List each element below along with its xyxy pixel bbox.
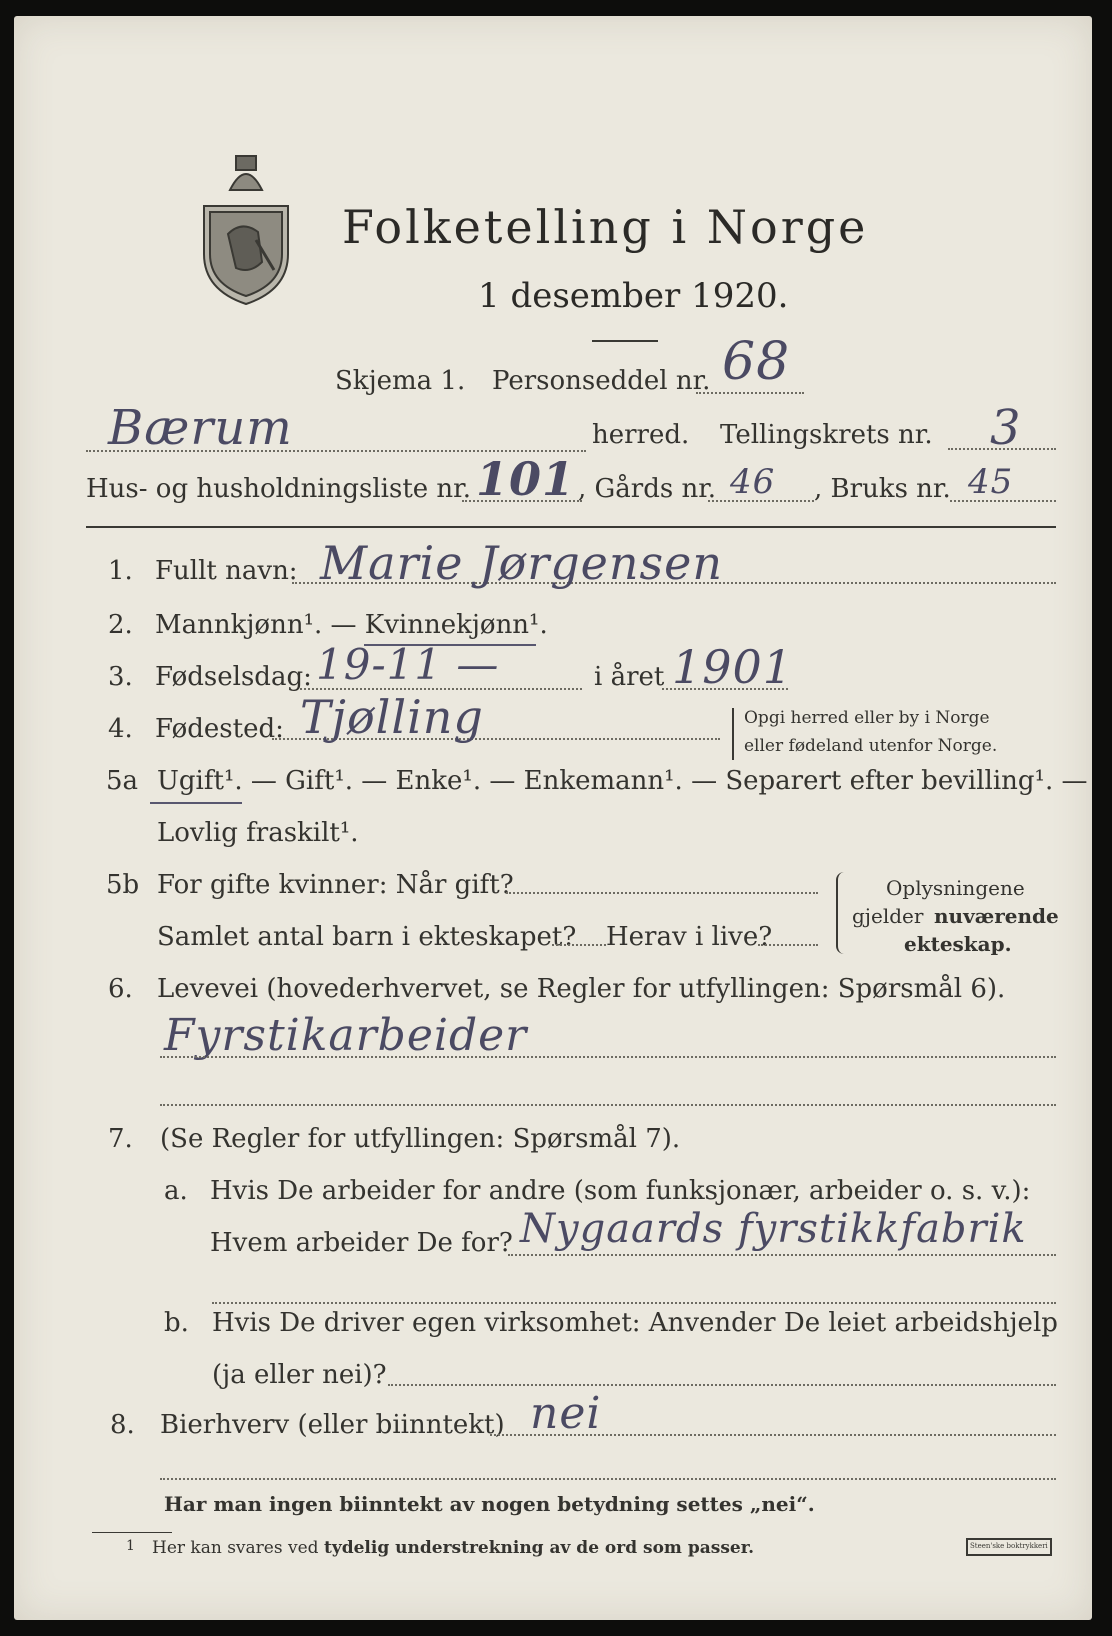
header-divider bbox=[86, 526, 1056, 528]
q6-label: Levevei (hovederhvervet, se Regler for utfyllingen: Spørsmål 6). bbox=[157, 974, 1006, 1004]
footnote-divider bbox=[92, 1532, 172, 1533]
q2-text: Mannkjønn¹. — Kvinnekjønn¹. bbox=[155, 610, 548, 640]
bruks-value[interactable]: 45 bbox=[968, 462, 1014, 502]
q5a-text-2: Lovlig fraskilt¹. bbox=[157, 818, 359, 848]
q3-value[interactable]: 19-11 — bbox=[316, 640, 500, 689]
q5a-text: Ugift¹. — Gift¹. — Enke¹. — Enkemann¹. — Separert efter bevilling¹. — bbox=[157, 766, 1088, 796]
q1-label: Fullt navn: bbox=[155, 556, 298, 586]
q6-value[interactable]: Fyrstikarbeider bbox=[164, 1010, 528, 1061]
q7-label: (Se Regler for utfyllingen: Spørsmål 7). bbox=[160, 1124, 681, 1154]
printer-stamp-text: Steen'ske boktrykkeri bbox=[970, 1542, 1048, 1550]
gards-value[interactable]: 46 bbox=[730, 462, 776, 502]
footnote-mark: 1 bbox=[126, 1538, 135, 1554]
q5b-note-line2a: gjelder bbox=[852, 904, 924, 928]
bruks-label: , Bruks nr. bbox=[814, 474, 951, 504]
q8-label: Bierhverv (eller biinntekt) bbox=[160, 1410, 505, 1440]
footnote-text-a: Her kan svares ved bbox=[152, 1538, 319, 1558]
q4-value[interactable]: Tjølling bbox=[300, 690, 484, 744]
coat-of-arms-icon bbox=[200, 150, 292, 310]
q5b-label-1: For gifte kvinner: Når gift? bbox=[157, 870, 514, 900]
printer-stamp bbox=[966, 1538, 1052, 1556]
personseddel-label: Personseddel nr. bbox=[492, 366, 711, 396]
q4-note-line2: eller fødeland utenfor Norge. bbox=[744, 736, 998, 756]
q5b-dotted-line-2 bbox=[552, 944, 606, 946]
q4-note-line1: Opgi herred eller by i Norge bbox=[744, 708, 990, 728]
hus-label: Hus- og husholdningsliste nr. bbox=[86, 474, 472, 504]
q1-number: 1. bbox=[108, 556, 133, 586]
q7-number: 7. bbox=[108, 1124, 133, 1154]
q7a-letter: a. bbox=[164, 1176, 188, 1206]
q5b-note-line1: Oplysningene bbox=[886, 876, 1025, 900]
title-divider bbox=[592, 340, 658, 342]
gards-label: , Gårds nr. bbox=[578, 474, 717, 504]
q3-year-value[interactable]: 1901 bbox=[672, 640, 794, 694]
q1-value[interactable]: Marie Jørgensen bbox=[320, 536, 723, 590]
hus-value[interactable]: 101 bbox=[476, 452, 576, 506]
q3-number: 3. bbox=[108, 662, 133, 692]
personseddel-dotted-line bbox=[696, 392, 804, 394]
tellingskrets-value[interactable]: 3 bbox=[990, 400, 1022, 456]
q6-number: 6. bbox=[108, 974, 133, 1004]
q5b-label-3: Herav i live? bbox=[606, 922, 773, 952]
census-date: 1 desember 1920. bbox=[478, 276, 789, 316]
q7b-letter: b. bbox=[164, 1308, 189, 1338]
herred-value[interactable]: Bærum bbox=[108, 400, 293, 456]
q7a-value[interactable]: Nygaards fyrstikkfabrik bbox=[520, 1206, 1027, 1252]
q5a-underline bbox=[150, 802, 242, 804]
q5b-note-line3: ekteskap. bbox=[904, 932, 1012, 956]
q6-dotted-line-1 bbox=[160, 1056, 1056, 1058]
q5b-note-line2b: nuværende bbox=[934, 904, 1059, 928]
q4-number: 4. bbox=[108, 714, 133, 744]
q4-label: Fødested: bbox=[155, 714, 284, 744]
q3-label: Fødselsdag: bbox=[155, 662, 312, 692]
footer-note: Har man ingen biinntekt av nogen betydning settes „nei“. bbox=[164, 1492, 815, 1516]
q5b-dotted-line-3 bbox=[758, 944, 818, 946]
q2-number: 2. bbox=[108, 610, 133, 640]
q7a-dotted-line-1 bbox=[508, 1254, 1056, 1256]
form-title: Folketelling i Norge bbox=[342, 200, 869, 254]
q7b-label-1: Hvis De driver egen virksomhet: Anvender De leiet arbeidshjelp bbox=[212, 1308, 1058, 1338]
q8-number: 8. bbox=[110, 1410, 135, 1440]
q5b-dotted-line-1 bbox=[506, 892, 818, 894]
q4-note-bracket bbox=[732, 708, 738, 760]
q6-dotted-line-2 bbox=[160, 1104, 1056, 1106]
herred-label: herred. bbox=[592, 420, 690, 450]
q8-value[interactable]: nei bbox=[530, 1388, 602, 1439]
tellingskrets-label: Tellingskrets nr. bbox=[720, 420, 933, 450]
q7a-label-1: Hvis De arbeider for andre (som funksjonær, arbeider o. s. v.): bbox=[210, 1176, 1031, 1206]
q3-year-label: i året bbox=[594, 662, 665, 692]
q7a-dotted-line-2 bbox=[212, 1302, 1056, 1304]
q5b-label-2: Samlet antal barn i ekteskapet? bbox=[157, 922, 577, 952]
footnote-text-b: tydelig understrekning av de ord som passer. bbox=[324, 1538, 755, 1558]
personseddel-value[interactable]: 68 bbox=[722, 332, 791, 392]
q8-dotted-line-2 bbox=[160, 1478, 1056, 1480]
q5b-note-bracket bbox=[836, 872, 848, 954]
skjema-label: Skjema 1. bbox=[335, 366, 466, 396]
q7b-dotted-line bbox=[388, 1384, 1056, 1386]
q7b-label-2: (ja eller nei)? bbox=[212, 1360, 387, 1390]
q7a-label-2: Hvem arbeider De for? bbox=[210, 1228, 513, 1258]
q5b-number: 5b bbox=[106, 870, 140, 900]
q5a-number: 5a bbox=[106, 766, 139, 796]
